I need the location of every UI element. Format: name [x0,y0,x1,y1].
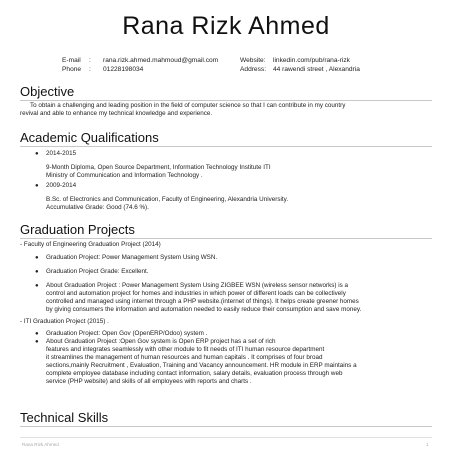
bullet-icon: ● [35,255,39,261]
academic-heading: Academic Qualifications [20,130,159,145]
project-item-line: service (PHP website) and skills of all employees with reports and charts . [46,378,252,385]
academic-line: Accumulative Grade: Good (74.6 %). [46,204,149,211]
section-divider [20,426,432,427]
contact-right [240,56,360,74]
project-item: About Graduation Project : Power Management System Using ZIGBEE WSN (wireless sensor networks) is a [46,282,349,289]
footer-name: Rana Rizk Ahmed [22,442,59,447]
project-item: Graduation Project: Power Management System Using WSN. [46,254,218,261]
separator: : [89,66,91,73]
address-value: 44 rawendi street , Alexandria [273,66,360,73]
project-item-line: by giving consumers the information and automation needed to easily reduce their consumption and save money. [46,306,362,313]
page-number: 1 [426,442,429,447]
bullet-icon: ● [35,269,39,275]
email-value[interactable]: rana.rizk.ahmed.mahmoud@gmail.com [103,57,219,64]
website-value[interactable]: linkedin.com/pub/rana-rizk [273,57,350,64]
project-item-line: it streamlines the management of human resources and human capitals . It comprises of four broad [46,354,323,361]
project-item: About Graduation Project :Open Gov system is Open ERP project has a set of rich [46,338,276,345]
project-item-line: sections,mainly Recruitment , Evaluation, Training and Vacancy announcement. HR module in ERP maintains a [46,362,357,369]
bullet-icon: ● [35,339,39,345]
academic-years: 2009-2014 [46,182,77,189]
bullet-icon: ● [35,151,39,157]
separator: : [89,57,91,64]
academic-line: B.Sc. of Electronics and Communication, Faculty of Engineering, Alexandria University. [46,196,289,203]
academic-years: 2014-2015 [46,150,77,157]
section-divider [20,238,432,239]
project-title: - Faculty of Engineering Graduation Project (2014) [20,241,161,248]
bullet-icon: ● [35,331,39,337]
email-label: E-mail [62,57,81,64]
website-label: Website: [240,57,266,64]
objective-line: revival and able to enhance my technical knowledge and experience. [20,110,213,117]
contact-left [62,56,218,74]
phone-value: 01228198034 [103,66,144,73]
section-divider [20,100,432,101]
academic-line: Ministry of Communication and Information Technology . [46,172,203,179]
bullet-icon: ● [35,283,39,289]
project-title: - ITI Graduation Project (2015) . [20,318,109,325]
project-item: Graduation Project: Open Gov (OpenERP/Odoo) system . [46,330,208,337]
academic-line: 9-Month Diploma, Open Source Department, Information Technology Institute ITI [46,164,271,171]
section-divider [20,146,432,147]
project-item-line: features and integrates seamlessly with other module to fit needs of ITI human resource department [46,346,325,353]
technical-heading: Technical Skills [20,410,109,425]
address-label: Address: [240,66,267,73]
project-item-line: control and automation project for homes and industries in which power of different loads can be collectively [46,290,346,297]
phone-label: Phone [62,66,82,73]
graduation-heading: Graduation Projects [20,222,135,237]
footer-divider [20,437,432,438]
candidate-name: Rana Rizk Ahmed [122,12,330,40]
objective-line: To obtain a challenging and leading position in the field of computer science so that I can contribute in my country [30,102,346,109]
bullet-icon: ● [35,183,39,189]
project-item: Graduation Project Grade: Excellent. [46,268,149,275]
project-item-line: complete employee database including contact information, salary details, evaluation process through web [46,370,343,377]
project-item-line: controlled and managed using internet through a PHP website.(internet of things). It helps create greener homes [46,298,359,305]
objective-heading: Objective [20,84,75,99]
